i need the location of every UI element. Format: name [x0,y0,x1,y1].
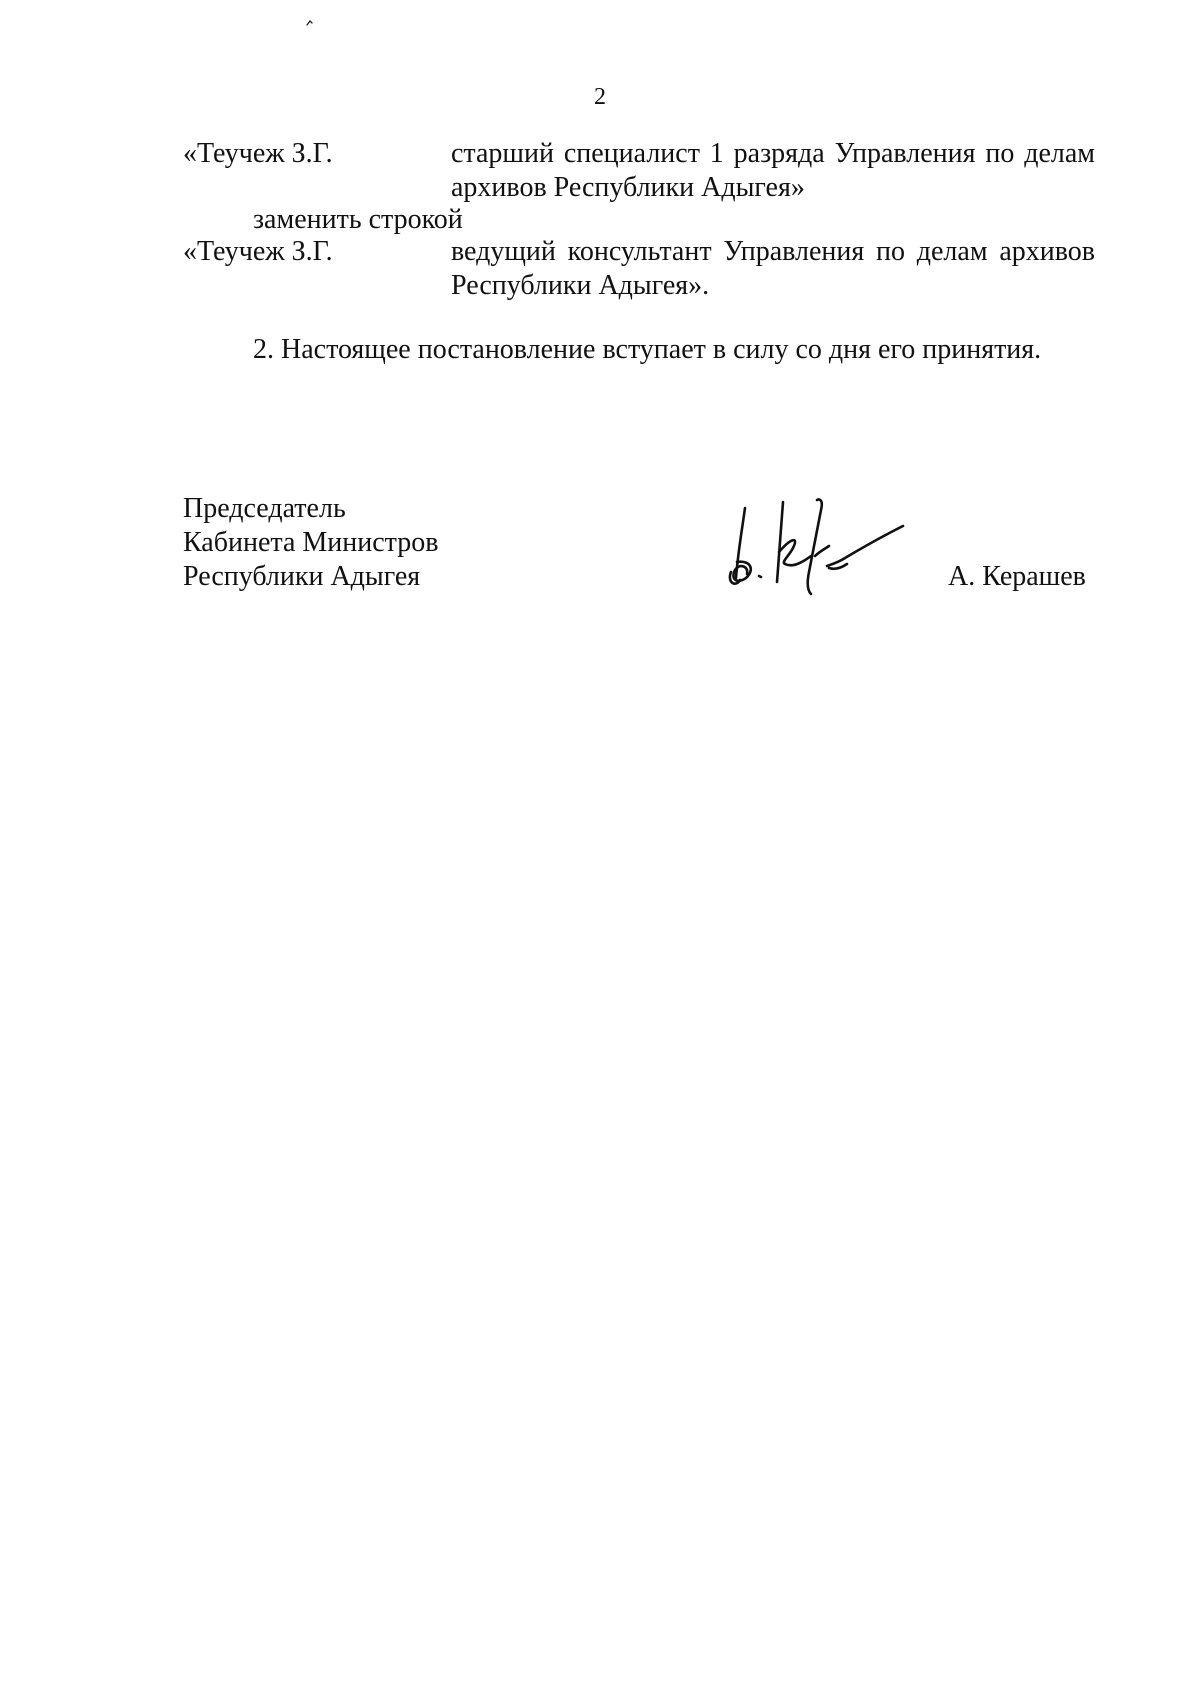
signer-title-line: Республики Адыгея [183,561,421,592]
old-entry-name: «Теучеж З.Г. [183,138,333,169]
signer-title-block [183,492,583,594]
page-number: 2 [594,84,606,110]
clause-2: 2. Настоящее постановление вступает в силу со дня его принятия. [253,334,1042,365]
old-entry-position: старший специалист 1 разряда Управления по делам архивов Республики Адыгея» [451,138,1095,203]
new-entry-name: «Теучеж З.Г. [183,236,333,267]
scan-speck-mark [305,18,315,28]
signer-title-line: Председатель [183,493,346,524]
old-entry-row [183,137,1095,209]
replace-instruction: заменить строкой [253,204,463,235]
signer-name: А. Керашев [948,561,1086,592]
new-entry-row [183,235,1095,307]
signer-title-line: Кабинета Министров [183,527,439,558]
handwritten-signature [725,490,930,600]
new-entry-position: ведущий консультант Управления по делам архивов Республики Адыгея». [451,236,1095,301]
